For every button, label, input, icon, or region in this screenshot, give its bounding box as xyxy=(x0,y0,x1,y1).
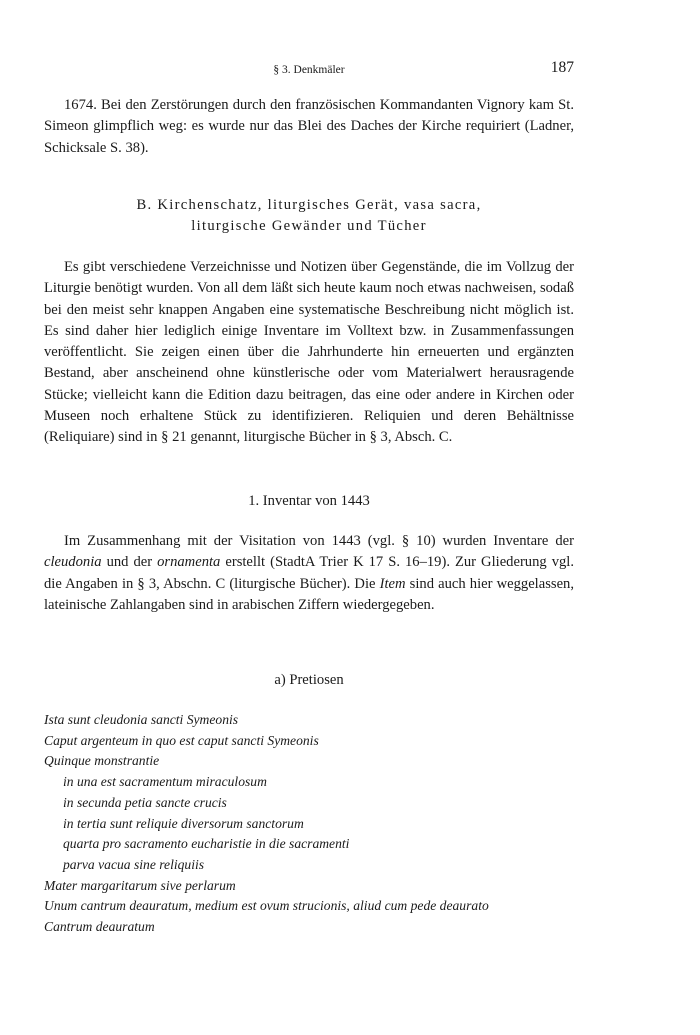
inventory-text-1: Im Zusammenhang mit der Visitation von 1443 (vgl. § 10) wurden Inventare der xyxy=(64,533,574,549)
inventory-text-2: und der xyxy=(101,554,158,571)
inventory-list xyxy=(44,710,604,938)
inventory-item: Cantrum deauratum xyxy=(44,919,155,935)
term-cleudonia: cleudonia xyxy=(44,554,102,571)
inventory-heading: 1. Inventar von 1443 xyxy=(248,493,370,509)
inventory-paragraph xyxy=(44,531,574,616)
inventory-item: Ista sunt cleudonia sancti Symeonis xyxy=(44,712,239,727)
term-item: Item xyxy=(379,575,406,592)
inventory-text-3: erstellt (StadtA Trier K 17 S. 16–19). Zur Gliederung vgl. die Angaben in § 3, Abschn. C (liturgische Bücher). Die xyxy=(44,554,574,592)
running-title: § 3. Denkmäler xyxy=(273,64,345,76)
inventory-item: in tertia sunt reliquie diversorum sanctorum xyxy=(63,815,304,831)
inventory-item: quarta pro sacramento eucharistie in die sacramenti xyxy=(63,836,350,852)
inventory-text-4: sind auch hier weggelassen, lateinische Zahlangaben sind in arabischen Ziffern wiedergegeben. xyxy=(44,575,574,613)
inventory-item: parva vacua sine reliquiis xyxy=(63,856,205,872)
inventory-item: Unum cantrum deauratum, medium est ovum strucionis, aliud cum pede deaurato xyxy=(44,898,489,914)
section-b-heading-line2: liturgische Gewänder und Tücher xyxy=(191,218,427,234)
intro-paragraph: 1674. Bei den Zerstörungen durch den französischen Kommandanten Vignory kam St. Simeon glimpflich weg: es wurde nur das Blei des Daches der Kirche requiriert (Ladner, Schicksale S. 38). xyxy=(44,97,574,156)
term-ornamenta: ornamenta xyxy=(157,554,221,571)
inventory-item: in secunda petia sancte crucis xyxy=(63,794,227,810)
page-header xyxy=(44,59,574,81)
inventory-item: Quinque monstrantie xyxy=(44,753,160,769)
inventory-item: in una est sacramentum miraculosum xyxy=(63,774,267,790)
section-b-heading-line1: B. Kirchenschatz, liturgisches Gerät, vasa sacra, xyxy=(136,197,482,213)
pretiosen-heading: a) Pretiosen xyxy=(274,672,344,688)
inventory-item: Caput argenteum in quo est caput sancti Symeonis xyxy=(44,732,319,748)
inventory-item: Mater margaritarum sive perlarum xyxy=(44,877,236,893)
section-b-paragraph: Es gibt verschiedene Verzeichnisse und Notizen über Gegenstände, die im Vollzug der Liturgie benötigt wurden. Von all dem läßt sich heute kaum noch etwas nachweisen, sodaß bei den meist sehr knappen Angaben eine systematische Beschreibung nicht möglich ist. Es sind daher hier lediglich einige Inventare im Volltext bzw. in Zusammenfassungen veröffentlicht. Sie zeigen einen über die Jahrhunderte hin erneuerten und ergänzten Bestand, aber anscheinend ohne künstlerische oder vom Materialwert herausragende Stücke; vielleicht kann die Edition dazu beitragen, das eine oder andere in Kirchen oder Museen noch erhaltene Stück zu identifizieren. Reliquien und deren Behältnisse (Reliquiare) sind in § 21 genannt, liturgische Bücher in § 3, Absch. C. xyxy=(44,259,574,446)
page-number: 187 xyxy=(550,59,574,76)
